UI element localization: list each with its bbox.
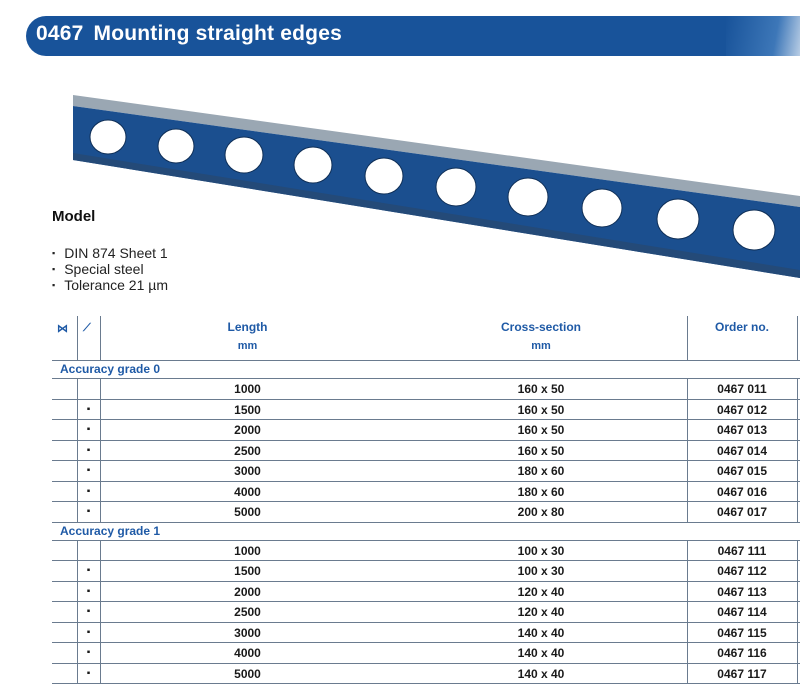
cell-cross-section: 160 x 50 (395, 420, 687, 440)
cell-order-no: 0467 012 (687, 400, 797, 420)
group-rows (52, 379, 800, 523)
cell-order-no: 0467 114 (687, 602, 797, 622)
header-length-unit: mm (100, 340, 395, 352)
table-row (52, 623, 800, 644)
cell-mark: ▪ (77, 643, 100, 663)
table-row (52, 379, 800, 400)
column-divider (797, 420, 798, 440)
table-row (52, 482, 800, 503)
cell-length: 3000 (100, 623, 395, 643)
cell-cross-section: 180 x 60 (395, 461, 687, 481)
column-divider (797, 482, 798, 502)
cell-order-no: 0467 116 (687, 643, 797, 663)
table-row (52, 400, 800, 421)
cell-order-no: 0467 015 (687, 461, 797, 481)
column-divider (797, 379, 798, 399)
cell-mark: ▪ (77, 582, 100, 602)
table-row (52, 582, 800, 603)
cell-cross-section: 180 x 60 (395, 482, 687, 502)
table-row (52, 561, 800, 582)
cell-mark: ▪ (77, 482, 100, 502)
cell-order-no: 0467 115 (687, 623, 797, 643)
cell-length: 3000 (100, 461, 395, 481)
cell-mark: ▪ (77, 502, 100, 522)
cell-length: 2500 (100, 441, 395, 461)
cell-cross-section: 200 x 80 (395, 502, 687, 522)
model-heading: Model (52, 208, 95, 225)
column-divider (797, 316, 798, 360)
table-row (52, 461, 800, 482)
page-title (36, 22, 352, 46)
table-row (52, 602, 800, 623)
cell-length: 5000 (100, 502, 395, 522)
cell-mark: ▪ (77, 400, 100, 420)
cell-mark (77, 541, 100, 561)
column-divider (797, 400, 798, 420)
column-divider (797, 664, 798, 684)
cell-mark: ▪ (77, 602, 100, 622)
length-symbol-icon: ⋈ (57, 322, 68, 335)
cell-mark: ▪ (77, 561, 100, 581)
feature-list (52, 245, 168, 293)
product-code: 0467 (36, 22, 84, 45)
edge-hole (158, 129, 194, 163)
cell-order-no: 0467 117 (687, 664, 797, 684)
cell-cross-section: 140 x 40 (395, 623, 687, 643)
edge-hole (733, 210, 775, 250)
cell-order-no: 0467 111 (687, 541, 797, 561)
cell-mark: ▪ (77, 420, 100, 440)
cell-length: 1500 (100, 561, 395, 581)
column-divider (797, 561, 798, 581)
cell-cross-section: 140 x 40 (395, 664, 687, 684)
cell-cross-section: 140 x 40 (395, 643, 687, 663)
column-divider (797, 541, 798, 561)
cell-cross-section: 160 x 50 (395, 441, 687, 461)
header-cross-section-unit: mm (395, 340, 687, 352)
edge-hole (294, 147, 332, 183)
feature-item: ▪ Tolerance 21 µm (52, 277, 168, 293)
edge-hole (225, 137, 263, 173)
column-divider (797, 441, 798, 461)
cell-length: 1000 (100, 379, 395, 399)
cell-length: 5000 (100, 664, 395, 684)
column-divider (797, 643, 798, 663)
table-header (52, 316, 800, 361)
straightness-symbol-icon: ⟋ (83, 322, 91, 335)
header-order-no: Order no. (687, 320, 797, 334)
edge-hole (508, 178, 548, 216)
cell-mark: ▪ (77, 461, 100, 481)
cell-length: 2500 (100, 602, 395, 622)
product-title: Mounting straight edges (94, 22, 342, 45)
cell-mark: ▪ (77, 623, 100, 643)
column-divider (77, 316, 78, 360)
table-row (52, 643, 800, 664)
cell-length: 1000 (100, 541, 395, 561)
cell-length: 2000 (100, 582, 395, 602)
cell-order-no: 0467 017 (687, 502, 797, 522)
edge-hole (582, 189, 622, 227)
edge-hole (657, 199, 699, 239)
header-cross-section: Cross-section (395, 320, 687, 334)
column-divider (797, 582, 798, 602)
cell-length: 1500 (100, 400, 395, 420)
cell-mark (77, 379, 100, 399)
cell-length: 2000 (100, 420, 395, 440)
edge-hole (436, 168, 476, 206)
order-table (52, 316, 800, 684)
table-row (52, 441, 800, 462)
column-divider (797, 502, 798, 522)
column-divider (797, 602, 798, 622)
cell-cross-section: 100 x 30 (395, 541, 687, 561)
group-heading: Accuracy grade 1 (52, 523, 800, 541)
table-row (52, 541, 800, 562)
table-body (52, 361, 800, 684)
cell-length: 4000 (100, 482, 395, 502)
banner-swoosh (726, 16, 800, 56)
column-divider (797, 461, 798, 481)
table-row (52, 420, 800, 441)
cell-order-no: 0467 016 (687, 482, 797, 502)
feature-item: ▪ Special steel (52, 261, 168, 277)
cell-order-no: 0467 013 (687, 420, 797, 440)
table-row (52, 664, 800, 684)
table-row (52, 502, 800, 523)
cell-length: 4000 (100, 643, 395, 663)
cell-cross-section: 120 x 40 (395, 602, 687, 622)
feature-item: ▪ DIN 874 Sheet 1 (52, 245, 168, 261)
cell-order-no: 0467 112 (687, 561, 797, 581)
edge-hole (90, 120, 126, 154)
group-heading: Accuracy grade 0 (52, 361, 800, 379)
cell-cross-section: 100 x 30 (395, 561, 687, 581)
cell-order-no: 0467 113 (687, 582, 797, 602)
group-rows (52, 541, 800, 684)
cell-order-no: 0467 011 (687, 379, 797, 399)
cell-cross-section: 120 x 40 (395, 582, 687, 602)
cell-mark: ▪ (77, 441, 100, 461)
cell-cross-section: 160 x 50 (395, 379, 687, 399)
cell-mark: ▪ (77, 664, 100, 684)
header-length: Length (100, 320, 395, 334)
edge-hole (365, 158, 403, 194)
cell-cross-section: 160 x 50 (395, 400, 687, 420)
cell-order-no: 0467 014 (687, 441, 797, 461)
column-divider (797, 623, 798, 643)
